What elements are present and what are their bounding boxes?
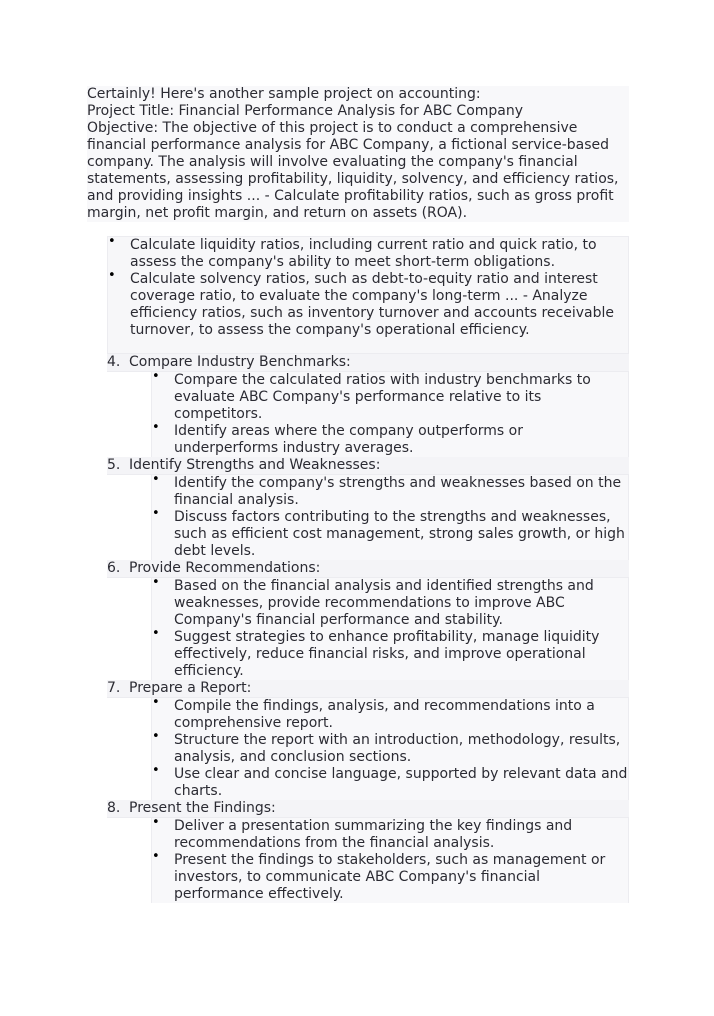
- step-bullet-list: [151, 578, 629, 680]
- steps-list: [107, 354, 629, 903]
- step-bullet-list: [151, 818, 629, 903]
- step-item: [107, 560, 629, 680]
- list-item: • Present the findings to stakeholders, such as management or investors, to communicate ABC Company's financial performance effectively.: [152, 852, 628, 903]
- step-number: 8.: [107, 800, 121, 816]
- step-bullet-list: [151, 698, 629, 800]
- step-bullet-list: [151, 372, 629, 457]
- list-item: • Use clear and concise language, supported by relevant data and charts.: [152, 766, 628, 800]
- step-number: 6.: [107, 560, 121, 576]
- project-title: Project Title: Financial Performance Analysis for ABC Company: [87, 103, 524, 119]
- list-item: • Deliver a presentation summarizing the key findings and recommendations from the financial analysis.: [152, 818, 628, 852]
- list-item: • Calculate liquidity ratios, including current ratio and quick ratio, to assess the company's ability to meet short-term obligations.: [108, 237, 628, 271]
- list-item: • Compile the findings, analysis, and recommendations into a comprehensive report.: [152, 698, 628, 732]
- step-item: [107, 457, 629, 560]
- objective-paragraph: Objective: The objective of this project is to conduct a comprehensive financial performance analysis for ABC Company, a fictional service-based company. The analysis will involve evaluating the company's financial statements, assessing profitability, liquidity, solvency, and efficiency ratios, and providing insights ... - Calculate profitability ratios, such as gross profit margin, net profit margin, and return on assets (ROA).: [87, 120, 619, 221]
- step-heading: [107, 560, 629, 578]
- step-number: 7.: [107, 680, 121, 696]
- list-item: • Suggest strategies to enhance profitability, manage liquidity effectively, reduce financial risks, and improve operational efficiency.: [152, 629, 628, 680]
- list-item: • Identify the company's strengths and weaknesses based on the financial analysis.: [152, 475, 628, 509]
- step-title: Identify Strengths and Weaknesses:: [129, 457, 381, 473]
- step-item: [107, 680, 629, 800]
- intro-line: Certainly! Here's another sample project on accounting:: [87, 86, 481, 102]
- ratio-bullet-list: [107, 236, 629, 354]
- list-item: • Calculate solvency ratios, such as debt-to-equity ratio and interest coverage ratio, to evaluate the company's long-term ... - Analyze efficiency ratios, such as inventory turnover and accounts receivable turnover, to assess the company's operational efficiency.: [108, 271, 628, 339]
- step-heading: [107, 457, 629, 475]
- intro-block: [87, 86, 629, 222]
- step-title: Provide Recommendations:: [129, 560, 321, 576]
- list-item: • Identify areas where the company outperforms or underperforms industry averages.: [152, 423, 628, 457]
- step-item: [107, 354, 629, 457]
- list-item: • Based on the financial analysis and identified strengths and weaknesses, provide recommendations to improve ABC Company's financial performance and stability.: [152, 578, 628, 629]
- list-item: • Compare the calculated ratios with industry benchmarks to evaluate ABC Company's performance relative to its competitors.: [152, 372, 628, 423]
- step-title: Present the Findings:: [129, 800, 276, 816]
- list-item: • Structure the report with an introduction, methodology, results, analysis, and conclusion sections.: [152, 732, 628, 766]
- step-title: Compare Industry Benchmarks:: [129, 354, 351, 370]
- step-title: Prepare a Report:: [129, 680, 252, 696]
- step-heading: [107, 354, 629, 372]
- step-heading: [107, 800, 629, 818]
- step-number: 4.: [107, 354, 121, 370]
- list-item: • Discuss factors contributing to the strengths and weaknesses, such as efficient cost management, strong sales growth, or high debt levels.: [152, 509, 628, 560]
- step-item: [107, 800, 629, 903]
- step-heading: [107, 680, 629, 698]
- step-number: 5.: [107, 457, 121, 473]
- step-bullet-list: [151, 475, 629, 560]
